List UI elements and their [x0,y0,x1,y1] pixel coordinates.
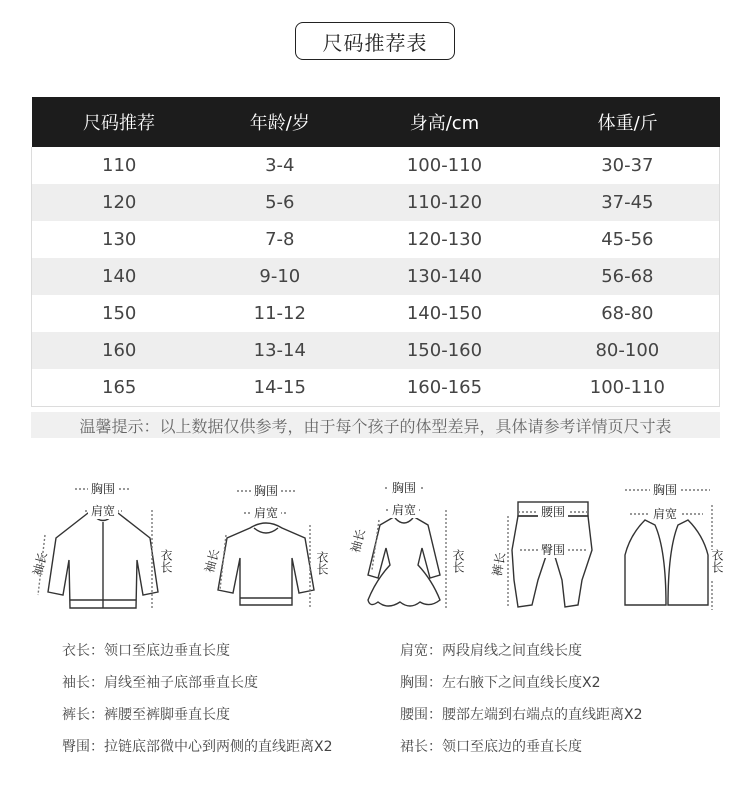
cell-size: 120 [32,184,207,221]
label-shoulder: 肩宽 [90,504,116,518]
cell-weight: 56-68 [536,258,720,295]
label-chest: 胸围 [90,482,116,496]
label-length: 衣长 [159,549,173,573]
table-row [32,147,720,184]
cell-height: 120-130 [353,221,536,258]
header-height: 身高/cm [353,97,536,147]
label-chest: 胸围 [253,484,279,498]
definition-item: 裤长：裤腰至裤脚垂直长度 [62,707,230,723]
cell-height: 140-150 [353,295,536,332]
cell-age: 14-15 [206,369,353,407]
label-sleeve: 袖长 [202,547,223,575]
label-sleeve: 袖长 [30,550,51,578]
label-sleeve: 袖长 [348,527,369,555]
cell-height: 130-140 [353,258,536,295]
definition-item: 肩宽：两段肩线之间直线长度 [400,643,582,659]
definition-item: 臀围：拉链底部微中心到两侧的直线距离X2 [62,739,333,755]
table-row [32,369,720,407]
cell-weight: 30-37 [536,147,720,184]
label-chest: 胸围 [652,483,678,497]
label-waist: 腰围 [540,505,566,519]
cell-height: 110-120 [353,184,536,221]
definition-item: 衣长：领口至底边垂直长度 [62,643,230,659]
table-header-row [32,97,720,147]
header-size: 尺码推荐 [32,97,207,147]
definition-item: 胸围：左右腋下之间直线长度X2 [400,675,601,691]
tip-note: 温馨提示：以上数据仅供参考，由于每个孩子的体型差异，具体请参考详情页尺寸表 [31,412,720,438]
measurement-illustrations [0,470,750,620]
cell-age: 13-14 [206,332,353,369]
cell-size: 160 [32,332,207,369]
label-hip: 臀围 [540,543,566,557]
label-shoulder: 肩宽 [253,506,279,520]
label-shoulder: 肩宽 [652,507,678,521]
label-shoulder: 肩宽 [391,503,417,517]
table-row [32,258,720,295]
cell-height: 150-160 [353,332,536,369]
header-weight: 体重/斤 [536,97,720,147]
cell-weight: 68-80 [536,295,720,332]
cell-size: 110 [32,147,207,184]
label-chest: 胸围 [391,481,417,495]
table-row [32,332,720,369]
cell-weight: 100-110 [536,369,720,407]
cell-weight: 45-56 [536,221,720,258]
cell-age: 9-10 [206,258,353,295]
cell-age: 5-6 [206,184,353,221]
page-title: 尺码推荐表 [295,22,455,60]
label-length: 衣长 [315,551,329,575]
label-length: 衣长 [451,549,465,573]
cell-weight: 80-100 [536,332,720,369]
cell-weight: 37-45 [536,184,720,221]
cell-size: 130 [32,221,207,258]
cell-age: 7-8 [206,221,353,258]
cell-size: 165 [32,369,207,407]
cell-size: 140 [32,258,207,295]
cell-height: 160-165 [353,369,536,407]
cell-height: 100-110 [353,147,536,184]
definition-item: 腰围：腰部左端到右端点的直线距离X2 [400,707,643,723]
table-row [32,295,720,332]
label-length: 衣长 [710,549,724,573]
table-row [32,221,720,258]
definition-item: 裙长：领口至底边的垂直长度 [400,739,582,755]
header-age: 年龄/岁 [206,97,353,147]
cell-size: 150 [32,295,207,332]
size-table [31,97,720,407]
label-pants: 裤长 [490,551,509,578]
cell-age: 3-4 [206,147,353,184]
cell-age: 11-12 [206,295,353,332]
definition-item: 袖长：肩线至袖子底部垂直长度 [62,675,258,691]
table-row [32,184,720,221]
